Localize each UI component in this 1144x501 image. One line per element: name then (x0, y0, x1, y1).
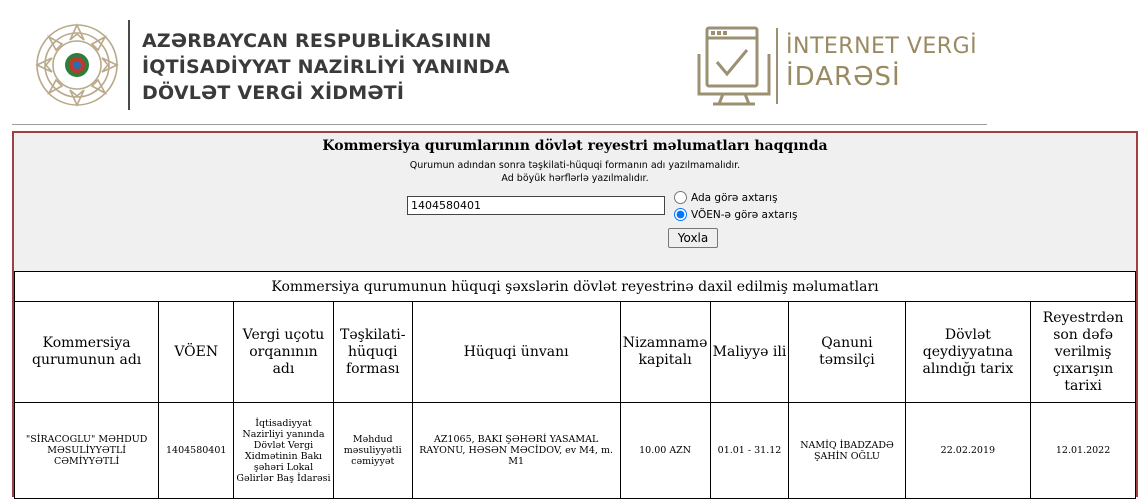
search-by-voen-radio[interactable] (674, 208, 687, 221)
cell-legal-representative: NAMİQ İBADZADƏ ŞAHİN OĞLU (789, 403, 905, 499)
search-input[interactable] (407, 196, 665, 215)
org-name-line-2: İQTİSADİYYAT NAZİRLİYİ YANINDA (142, 56, 510, 78)
column-header-tax-office: Vergi uçotu orqanının adı (234, 302, 334, 403)
column-header-fiscal-year: Maliyyə ili (710, 302, 789, 403)
cell-charter-capital: 10.00 AZN (620, 403, 710, 499)
check-button[interactable]: Yoxla (668, 228, 718, 248)
cell-legal-form: Məhdud məsuliyyətli cəmiyyət (333, 403, 412, 499)
cell-company-name: "SİRACOGLU" MƏHDUD MƏSULİYYƏTLİ CƏMİYYƏTLİ (15, 403, 159, 499)
results-caption: Kommersiya qurumunun hüquqi şəxslərin dövlət reyestrinə daxil edilmiş məlumatları (15, 272, 1136, 302)
organization-name (142, 28, 510, 106)
service-divider (776, 28, 778, 104)
table-header-row (15, 302, 1136, 403)
cell-extract-date: 12.01.2022 (1031, 403, 1136, 499)
results-table (14, 271, 1136, 499)
search-hint-1: Qurumun adından sonra təşkilati-hüquqi formanın adı yazılmamalıdır. (409, 160, 741, 171)
search-by-name-radio[interactable] (674, 191, 687, 204)
search-by-name-option[interactable] (674, 191, 778, 204)
org-name-line-3: DÖVLƏT VERGİ XİDMƏTİ (142, 82, 405, 104)
column-header-extract-date: Reyestrdən son dəfə verilmiş çıxarışın tarixi (1031, 302, 1136, 403)
cell-tax-office: İqtisadiyyat Nazirliyi yanında Dövlət Vergi Xidmətinin Bakı şəhəri Lokal Gəlirlər Baş İdarəsi (234, 403, 334, 499)
monitor-checkmark-icon (695, 24, 773, 108)
column-header-registration-date: Dövlət qeydiyyatına alındığı tarix (905, 302, 1031, 403)
search-hint-2: Ad böyük hərflərlə yazılmalıdır. (501, 173, 649, 184)
service-name-line-2: İDARƏSİ (786, 62, 901, 92)
header-divider (128, 20, 130, 110)
cell-fiscal-year: 01.01 - 31.12 (710, 403, 789, 499)
org-name-line-1: AZƏRBAYCAN RESPUBLİKASININ (142, 30, 492, 52)
ornamental-emblem-icon (32, 20, 122, 110)
column-header-voen: VÖEN (159, 302, 234, 403)
column-header-legal-representative: Qanuni təmsilçi (789, 302, 905, 403)
service-name (786, 32, 977, 92)
column-header-charter-capital: Nizamnamə kapitalı (620, 302, 710, 403)
registry-panel (12, 131, 1138, 497)
search-by-name-label: Ada görə axtarış (691, 191, 778, 204)
cell-voen: 1404580401 (159, 403, 234, 499)
column-header-legal-form: Təşkilati-hüquqi forması (333, 302, 412, 403)
search-by-voen-option[interactable] (674, 208, 797, 221)
header-banner (12, 4, 987, 125)
column-header-legal-address: Hüquqi ünvanı (412, 302, 620, 403)
column-header-company-name: Kommersiya qurumunun adı (15, 302, 159, 403)
cell-legal-address: AZ1065, BAKI ŞƏHƏRİ YASAMAL RAYONU, HƏSƏN MƏCİDOV, ev M4, m. M1 (412, 403, 620, 499)
service-name-line-1: İNTERNET VERGİ (786, 34, 978, 59)
search-by-voen-label: VÖEN-ə görə axtarış (691, 208, 798, 221)
table-row (15, 403, 1136, 499)
page-title: Kommersiya qurumlarının dövlət reyestri məlumatları haqqında (322, 138, 828, 154)
cell-registration-date: 22.02.2019 (905, 403, 1031, 499)
